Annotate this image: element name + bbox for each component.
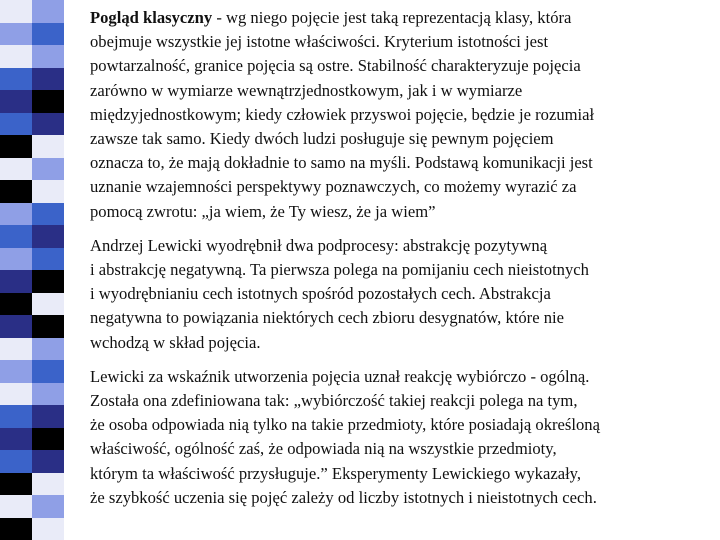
stripe-row [0,225,64,248]
stripe-row [0,518,64,540]
stripe-cell [32,180,64,203]
text-line: negatywna to powiązania niektórych cech zbioru desygnatów, które nie [90,308,564,328]
stripe-cell [0,68,32,91]
stripe-cell [32,270,64,293]
text-line: oznacza to, że mają dokładnie to samo na myśli. Podstawą komunikacji jest [90,153,593,173]
stripe-row [0,23,64,46]
stripe-cell [0,113,32,136]
stripe-cell [32,518,64,540]
stripe-row [0,315,64,338]
stripe-row [0,158,64,181]
stripe-row [0,45,64,68]
stripe-cell [32,0,64,23]
stripe-cell [0,450,32,473]
stripe-cell [0,90,32,113]
text-line: właściwość, ogólność zaś, że odpowiada nią na wszystkie przedmioty, [90,439,557,459]
stripe-cell [0,518,32,540]
stripe-row [0,0,64,23]
stripe-cell [0,23,32,46]
stripe-cell [0,360,32,383]
text-line: międzyjednostkowym; kiedy człowiek przyswoi pojęcie, będzie je rozumiał [90,104,595,124]
text-line: i wyodrębnianiu cech istotnych spośród pozostałych cech. Abstrakcja [90,284,551,304]
stripe-cell [0,495,32,518]
text-line: uznanie wzajemności perspektywy poznawczych, co możemy wyrazić za [90,177,577,197]
stripe-row [0,383,64,406]
slide-content [90,6,716,520]
stripe-cell [0,135,32,158]
text-line: zawsze tak samo. Kiedy dwóch ludzi posługuje się pewnym pojęciem [90,129,554,149]
stripe-cell [0,293,32,316]
stripe-row [0,68,64,91]
stripe-row [0,90,64,113]
stripe-cell [32,293,64,316]
stripe-row [0,135,64,158]
stripe-row [0,360,64,383]
stripe-cell [0,383,32,406]
stripe-cell [32,135,64,158]
stripe-cell [32,315,64,338]
stripe-cell [0,180,32,203]
stripe-cell [0,473,32,496]
text-line: powtarzalność, granice pojęcia są ostre. Stabilność charakteryzuje pojęcia [90,56,581,76]
stripe-row [0,450,64,473]
stripe-cell [32,90,64,113]
paragraph-classical-view [90,6,716,224]
stripe-cell [32,338,64,361]
term-classical-view: Pogląd klasyczny [90,8,213,27]
paragraph-lewicki-indicator [90,365,716,510]
text-fragment: - wg niego pojęcie jest taką reprezentacją klasy, która [212,8,572,27]
stripe-cell [0,45,32,68]
stripe-cell [32,225,64,248]
stripe-cell [0,405,32,428]
stripe-cell [0,203,32,226]
text-line: że szybkość uczenia się pojęć zależy od liczby istotnych i nieistotnych cech. [90,487,597,507]
decorative-stripe [0,0,64,540]
stripe-cell [0,158,32,181]
stripe-row [0,338,64,361]
stripe-row [0,270,64,293]
stripe-cell [32,450,64,473]
stripe-row [0,113,64,136]
text-line: wchodzą w skład pojęcia. [90,332,261,352]
text-line [90,6,716,30]
text-line: Została ona zdefiniowana tak: „wybiórczość takiej reakcji polega na tym, [90,391,578,411]
stripe-row [0,405,64,428]
stripe-row [0,203,64,226]
stripe-cell [0,338,32,361]
text-line: pomocą zwrotu: „ja wiem, że Ty wiesz, że ja wiem” [90,201,436,221]
stripe-row [0,495,64,518]
text-line: zarówno w wymiarze wewnątrzjednostkowym, jak i w wymiarze [90,80,523,100]
stripe-row [0,248,64,271]
stripe-row [0,180,64,203]
stripe-cell [0,248,32,271]
stripe-row [0,428,64,451]
text-line: i abstrakcję negatywną. Ta pierwsza polega na pomijaniu cech nieistotnych [90,260,589,280]
stripe-cell [32,248,64,271]
text-line: obejmuje wszystkie jej istotne właściwości. Kryterium istotności jest [90,32,549,52]
stripe-cell [32,473,64,496]
stripe-cell [32,360,64,383]
text-line: Andrzej Lewicki wyodrębnił dwa podprocesy: abstrakcję pozytywną [90,235,548,255]
stripe-row [0,293,64,316]
stripe-cell [32,68,64,91]
stripe-cell [32,23,64,46]
stripe-cell [32,113,64,136]
stripe-cell [0,270,32,293]
text-line: Lewicki za wskaźnik utworzenia pojęcia uznał reakcję wybiórczo - ogólną. [90,366,590,386]
stripe-cell [0,0,32,23]
stripe-row [0,473,64,496]
stripe-cell [32,428,64,451]
stripe-cell [32,495,64,518]
stripe-cell [32,405,64,428]
stripe-cell [0,428,32,451]
stripe-cell [32,45,64,68]
stripe-cell [32,203,64,226]
text-line: którym ta właściwość przysługuje.” Eksperymenty Lewickiego wykazały, [90,463,582,483]
stripe-cell [32,158,64,181]
stripe-cell [0,315,32,338]
stripe-cell [32,383,64,406]
stripe-cell [0,225,32,248]
text-line: że osoba odpowiada nią tylko na takie przedmioty, które posiadają określoną [90,415,600,435]
paragraph-lewicki-abstraction [90,234,716,355]
